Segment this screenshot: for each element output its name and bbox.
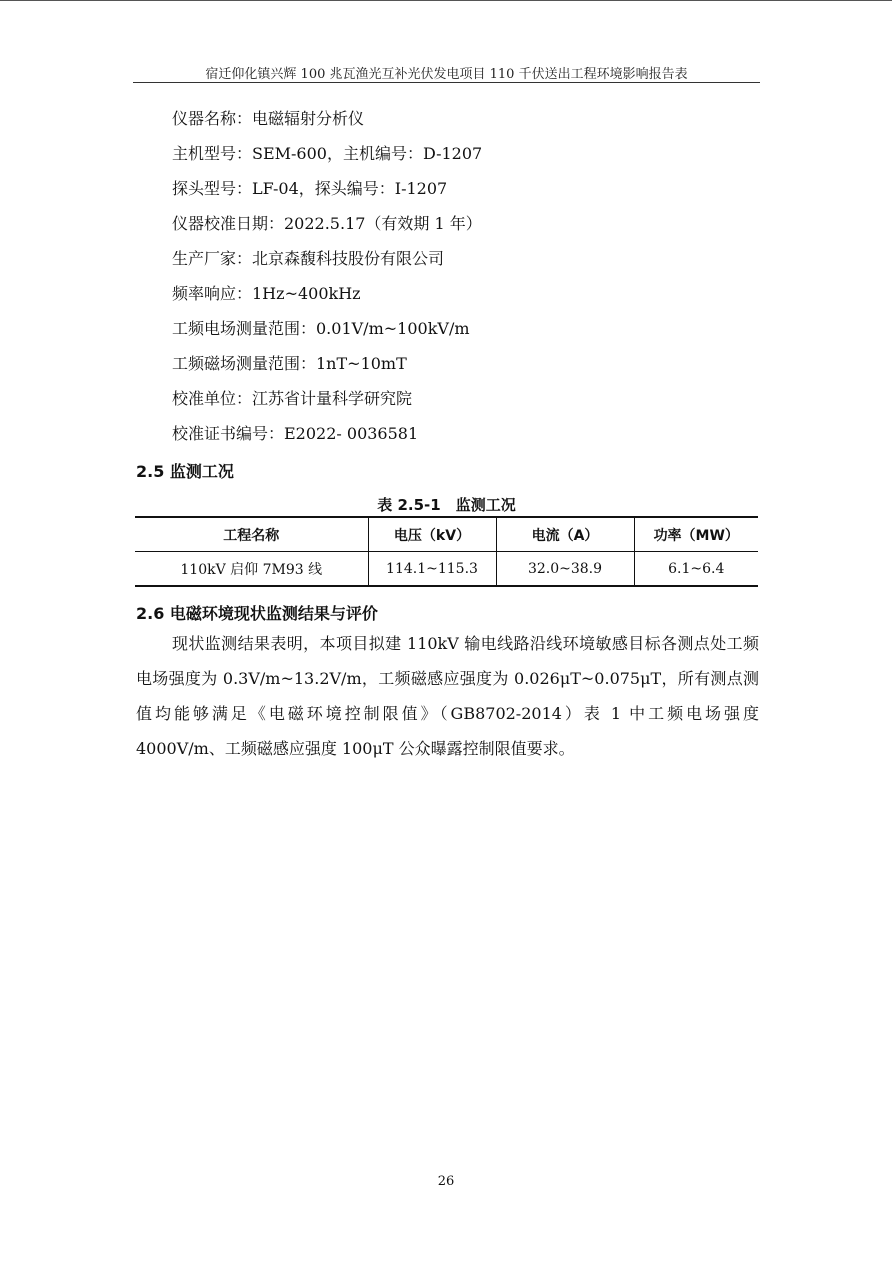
column-header-voltage: 电压（kV） bbox=[368, 517, 496, 552]
header-rule bbox=[133, 82, 760, 83]
spec-instrument-name: 仪器名称：电磁辐射分析仪 bbox=[172, 109, 365, 128]
spec-electric-field-range: 工频电场测量范围：0.01V/m~100kV/m bbox=[172, 319, 470, 338]
evaluation-paragraph: 现状监测结果表明，本项目拟建 110kV 输电线路沿线环境敏感目标各测点处工频电场强度为 0.3V/m~13.2V/m，工频磁感应强度为 0.026μT~0.075μT，所有测点测值均能够满足《电磁环境控制限值》（GB8702-2014）表 1 中工频电场强度 4000V/m、工频磁感应强度 100μT 公众曝露控制限值要求。 bbox=[136, 634, 759, 758]
spec-calibration-date: 仪器校准日期：2022.5.17（有效期 1 年） bbox=[172, 214, 482, 233]
spec-manufacturer: 生产厂家：北京森馥科技股份有限公司 bbox=[172, 249, 445, 268]
column-header-project-name: 工程名称 bbox=[135, 517, 368, 552]
monitoring-conditions-table bbox=[135, 516, 758, 587]
running-header: 宿迁仰化镇兴辉 100 兆瓦渔光互补光伏发电项目 110 千伏送出工程环境影响报告表 bbox=[205, 67, 688, 82]
cell-project-name: 110kV 启仰 7M93 线 bbox=[135, 552, 368, 587]
table-caption: 表 2.5-1 监测工况 bbox=[377, 496, 516, 514]
spec-calibration-unit: 校准单位：江苏省计量科学研究院 bbox=[172, 389, 413, 408]
table-row bbox=[135, 552, 758, 587]
section-heading-2-6: 2.6 电磁环境现状监测结果与评价 bbox=[136, 604, 378, 623]
spec-host-model: 主机型号：SEM-600，主机编号：D-1207 bbox=[172, 144, 483, 163]
page-number: 26 bbox=[437, 1174, 455, 1189]
column-header-power: 功率（MW） bbox=[634, 517, 758, 552]
column-header-current: 电流（A） bbox=[496, 517, 634, 552]
cell-power: 6.1~6.4 bbox=[634, 552, 758, 587]
instrument-spec-list bbox=[172, 106, 482, 456]
spec-magnetic-field-range: 工频磁场测量范围：1nT~10mT bbox=[172, 354, 407, 373]
cell-current: 32.0~38.9 bbox=[496, 552, 634, 587]
section-heading-2-5: 2.5 监测工况 bbox=[136, 462, 234, 481]
spec-probe-model: 探头型号：LF-04，探头编号：I-1207 bbox=[172, 179, 448, 198]
spec-certificate-number: 校准证书编号：E2022- 0036581 bbox=[172, 424, 419, 443]
table-header-row bbox=[135, 517, 758, 552]
spec-frequency-response: 频率响应：1Hz~400kHz bbox=[172, 284, 361, 303]
cell-voltage: 114.1~115.3 bbox=[368, 552, 496, 587]
page-top-border bbox=[0, 0, 892, 1]
